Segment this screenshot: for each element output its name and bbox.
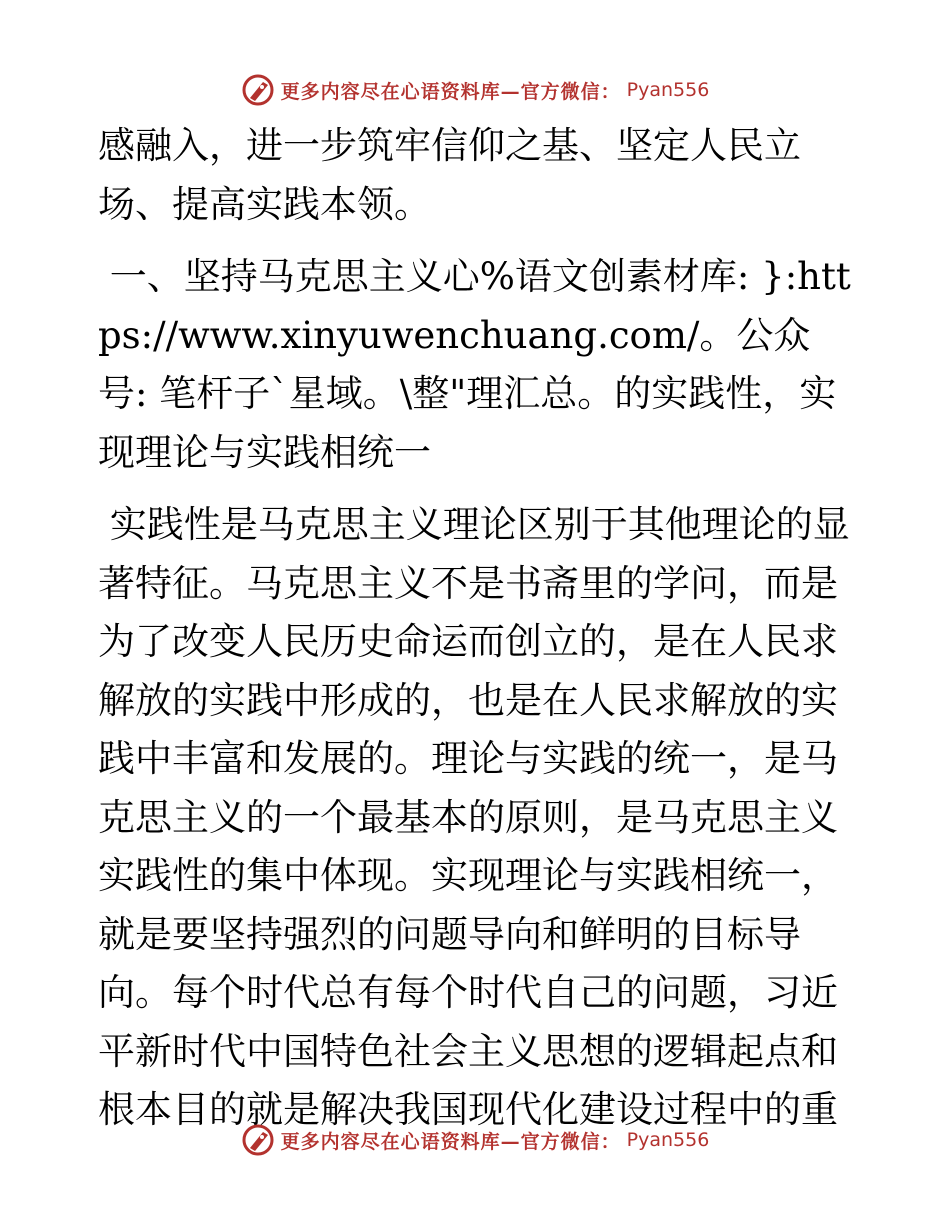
header-banner-handle: Pyan556 (626, 79, 710, 101)
header-banner-text: 更多内容尽在心语资料库—官方微信： (280, 80, 621, 103)
footer-banner-text: 更多内容尽在心语资料库—官方微信： (280, 1130, 621, 1153)
paragraph-practice: 实践性是马克思主义理论区别于其他理论的显著特征。马克思主义不是书斋里的学问，而是为了改变人民历史命运而创立的，是在人民求解放的实践中形成的，也是在人民求解放的实践中丰富和发展的。理论与实践的统一，是马克思主义的一个最基本的原则，是马克思主义实践性的集中体现。实现理论与实践相统一，就是要坚持强烈的问题导向和鲜明的目标导向。每个时代总有每个时代自己的问题，习近平新时代中国特色社会主义思想的逻辑起点和根本目的就是解决我国现代化建设过程中的重 (98, 503, 850, 1131)
footer-banner-handle: Pyan556 (626, 1129, 710, 1151)
section-heading: 一、坚持马克思主义心%语文创素材库: }:https://www.xinyuwenchuang.com/。公众号: 笔杆子`星域。\整"理汇总。的实践性，实现理论与实践相统一 (98, 255, 851, 474)
pen-nib-logo-icon (241, 1123, 275, 1157)
document-body (98, 117, 858, 1140)
footer-watermark-banner (0, 1120, 950, 1160)
pen-nib-logo-icon (241, 73, 275, 107)
header-watermark-banner (0, 70, 950, 110)
paragraph-intro: 感融入，进一步筑牢信仰之基、坚定人民立场、提高实践本领。 (98, 124, 801, 226)
